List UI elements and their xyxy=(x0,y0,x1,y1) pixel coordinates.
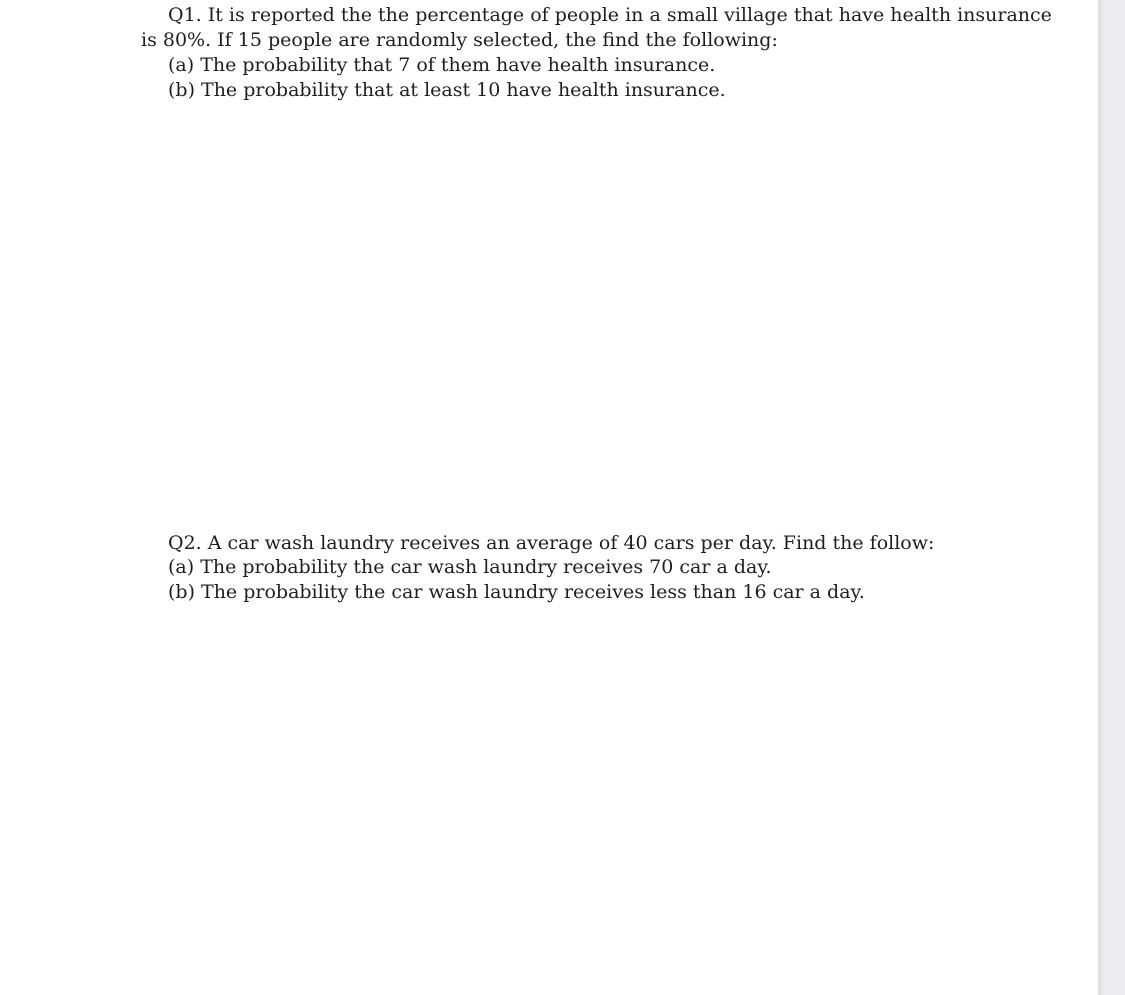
q1-statement-line2: is 80%. If 15 people are randomly selected, the find the following: xyxy=(141,29,778,51)
q2-part-b: (b) The probability the car wash laundry receives less than 16 car a day. xyxy=(168,581,865,603)
q2-statement: Q2. A car wash laundry receives an average of 40 cars per day. Find the follow: xyxy=(168,532,935,554)
q1-part-b: (b) The probability that at least 10 have health insurance. xyxy=(168,79,726,101)
viewer-page-edge xyxy=(1098,0,1125,995)
q1-part-a: (a) The probability that 7 of them have health insurance. xyxy=(168,54,716,76)
q2-part-a: (a) The probability the car wash laundry receives 70 car a day. xyxy=(168,556,772,578)
q1-statement-line1: Q1. It is reported the the percentage of people in a small village that have health insurance xyxy=(168,4,1052,26)
